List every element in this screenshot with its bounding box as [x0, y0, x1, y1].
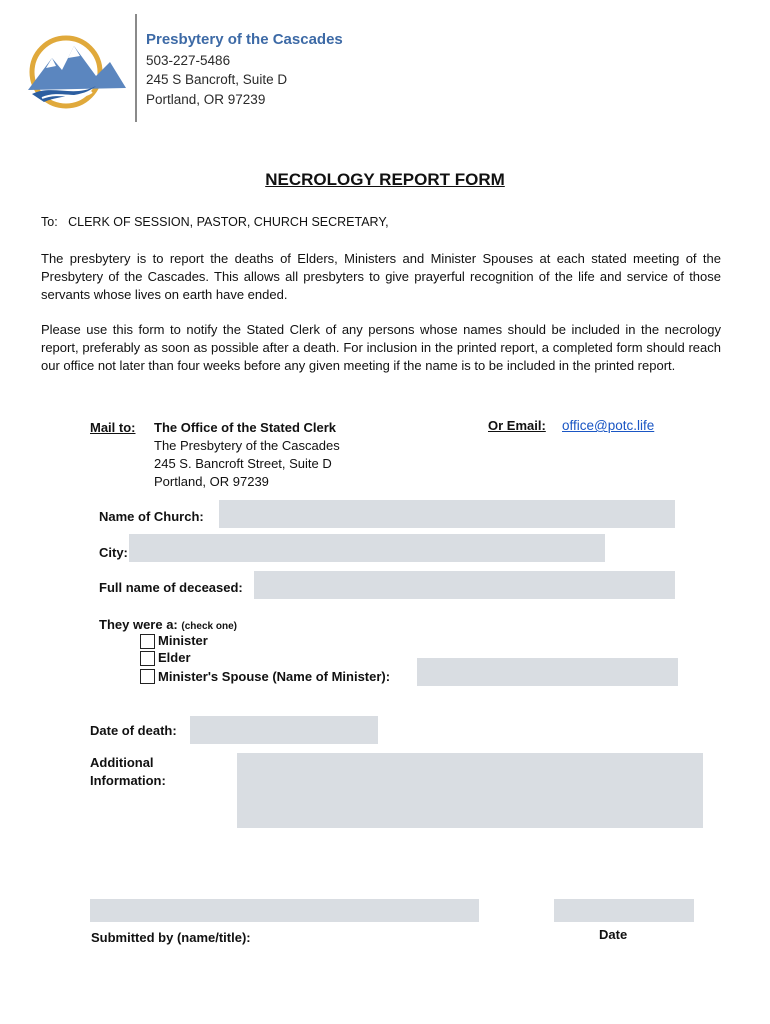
mail-line2: The Presbytery of the Cascades	[154, 438, 340, 453]
org-address-line1: 245 S Bancroft, Suite D	[146, 72, 288, 87]
mail-to-label: Mail to:	[90, 420, 136, 435]
additional-info-field[interactable]	[237, 753, 703, 828]
date-of-death-field[interactable]	[190, 716, 378, 744]
date-field[interactable]	[554, 899, 694, 922]
elder-option-label: Elder	[158, 650, 191, 665]
role-label	[99, 617, 237, 632]
mountain-river-circle-logo	[22, 32, 128, 112]
minister-checkbox[interactable]	[140, 634, 155, 649]
date-of-death-label: Date of death:	[90, 723, 177, 738]
email-link[interactable]: office@potc.life	[562, 418, 655, 433]
spouse-checkbox[interactable]	[140, 669, 155, 684]
elder-checkbox[interactable]	[140, 651, 155, 666]
role-label-text: They were a:	[99, 617, 178, 632]
minister-name-field[interactable]	[417, 658, 678, 686]
org-address-line2: Portland, OR 97239	[146, 92, 266, 107]
church-label: Name of Church:	[99, 509, 204, 524]
form-title: NECROLOGY REPORT FORM	[265, 170, 505, 189]
role-note: (check one)	[181, 621, 237, 632]
date-label: Date	[599, 927, 628, 942]
additional-label-line1: Additional	[90, 755, 154, 770]
header-divider	[135, 14, 137, 122]
submitted-by-field[interactable]	[90, 899, 479, 922]
to-recipients: CLERK OF SESSION, PASTOR, CHURCH SECRETARY,	[68, 215, 389, 229]
to-label: To:	[41, 215, 58, 229]
instructions-paragraph: Please use this form to notify the Stated Clerk of any persons whose names should be included in the necrology report, preferably as soon as possible after a death. For inclusion in the printed report, a completed form should reach our office not later than four weeks before any given meeting if the name is to be included in the printed report.	[41, 322, 721, 373]
mail-line3: 245 S. Bancroft Street, Suite D	[154, 456, 332, 471]
org-name: Presbytery of the Cascades	[146, 31, 343, 48]
minister-option-label: Minister	[158, 633, 208, 648]
email-label: Or Email:	[488, 418, 546, 433]
church-field[interactable]	[219, 500, 675, 528]
to-line	[41, 215, 389, 229]
mail-line1: The Office of the Stated Clerk	[154, 420, 337, 435]
spouse-option-label: Minister's Spouse (Name of Minister):	[158, 669, 391, 684]
city-field[interactable]	[129, 534, 605, 562]
deceased-field[interactable]	[254, 571, 675, 599]
additional-label-line2: Information:	[90, 773, 166, 788]
org-phone: 503-227-5486	[146, 53, 231, 68]
deceased-label: Full name of deceased:	[99, 580, 243, 595]
intro-paragraph: The presbytery is to report the deaths of Elders, Ministers and Minister Spouses at each stated meeting of the Presbytery of the Cascades. This allows all presbyters to give prayerful recognition of the life and service of those servants whose lives on earth have ended.	[41, 251, 721, 302]
city-label: City:	[99, 545, 128, 560]
submitted-by-label: Submitted by (name/title):	[91, 930, 251, 945]
mail-line4: Portland, OR 97239	[154, 474, 269, 489]
